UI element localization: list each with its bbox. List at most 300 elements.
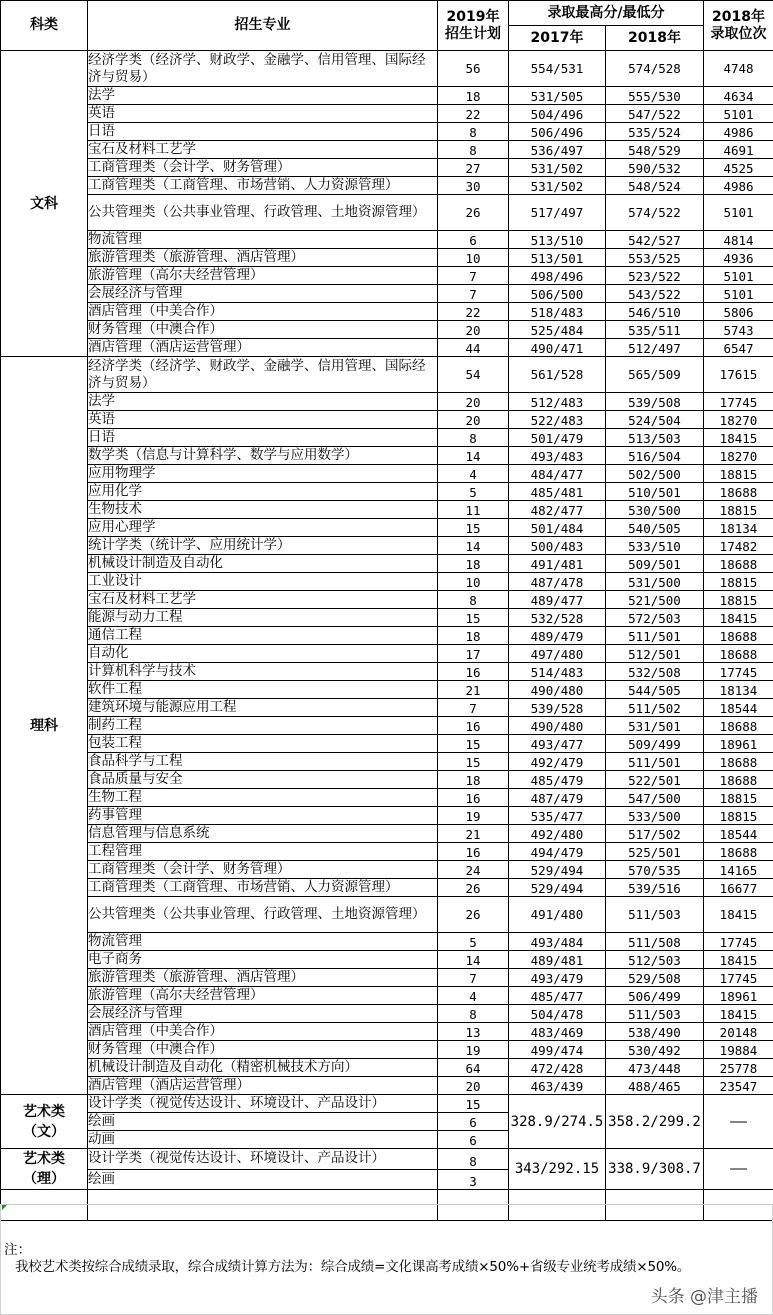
plan-cell: 15 xyxy=(438,753,509,771)
score-2018-cell: 538/490 xyxy=(606,1023,704,1041)
table-row xyxy=(1,1023,773,1041)
header-rank-line1: 2018年 xyxy=(712,8,765,25)
rank-cell: 18815 xyxy=(704,501,773,519)
table-row xyxy=(1,591,773,609)
score-2018-cell: 590/532 xyxy=(606,159,704,177)
table-row xyxy=(1,447,773,465)
score-2018-cell: 517/502 xyxy=(606,825,704,843)
table-row xyxy=(1,393,773,411)
table-row xyxy=(1,339,773,357)
major-cell: 食品科学与工程 xyxy=(88,753,438,771)
rank-cell: 18815 xyxy=(704,789,773,807)
major-cell: 英语 xyxy=(88,411,438,429)
table-row xyxy=(1,1041,773,1059)
table-row xyxy=(1,933,773,951)
score-2017-cell: 539/528 xyxy=(509,699,606,717)
plan-cell: 20 xyxy=(438,393,509,411)
score-2018-cell: 511/503 xyxy=(606,897,704,933)
table-row xyxy=(1,987,773,1005)
rank-cell: 4525 xyxy=(704,159,773,177)
score-2017-cell: 525/484 xyxy=(509,321,606,339)
rank-cell: 5743 xyxy=(704,321,773,339)
header-rank xyxy=(704,1,773,51)
table-row xyxy=(1,573,773,591)
score-2017-cell: 513/501 xyxy=(509,249,606,267)
rank-cell: 16677 xyxy=(704,879,773,897)
score-2018-cell: 574/522 xyxy=(606,195,704,231)
plan-cell: 8 xyxy=(438,1149,509,1170)
rank-cell: 18270 xyxy=(704,447,773,465)
table-row xyxy=(1,141,773,159)
major-cell: 公共管理类（公共事业管理、行政管理、土地资源管理） xyxy=(88,897,438,933)
table-row xyxy=(1,411,773,429)
rank-cell: 18415 xyxy=(704,609,773,627)
table-row xyxy=(1,789,773,807)
header-category xyxy=(1,1,88,51)
rank-cell: 23547 xyxy=(704,1077,773,1095)
table-row xyxy=(1,627,773,645)
plan-cell: 54 xyxy=(438,357,509,393)
plan-cell: 8 xyxy=(438,429,509,447)
rank-cell: 17745 xyxy=(704,663,773,681)
major-cell: 药事管理 xyxy=(88,807,438,825)
note-text: 我校艺术类按综合成绩录取，综合成绩计算方法为：综合成绩=文化课高考成绩×50%+省级专业统考成绩×50%。 xyxy=(15,1259,691,1275)
rank-cell: 4814 xyxy=(704,231,773,249)
plan-cell: 8 xyxy=(438,123,509,141)
score-2017-cell: 489/481 xyxy=(509,951,606,969)
plan-cell: 19 xyxy=(438,807,509,825)
table-row xyxy=(1,87,773,105)
table-row xyxy=(1,771,773,789)
table-row xyxy=(1,537,773,555)
plan-cell: 6 xyxy=(438,231,509,249)
rank-cell: 18134 xyxy=(704,681,773,699)
score-2018-cell: 524/504 xyxy=(606,411,704,429)
major-cell: 日语 xyxy=(88,429,438,447)
plan-cell: 14 xyxy=(438,447,509,465)
plan-cell: 21 xyxy=(438,825,509,843)
score-2017-cell: 493/479 xyxy=(509,969,606,987)
rank-cell: 20148 xyxy=(704,1023,773,1041)
header-plan-line2: 招生计划 xyxy=(445,25,501,42)
rank-cell: 18415 xyxy=(704,951,773,969)
plan-cell: 5 xyxy=(438,483,509,501)
major-cell: 财务管理（中澳合作） xyxy=(88,321,438,339)
major-cell: 旅游管理类（旅游管理、酒店管理） xyxy=(88,969,438,987)
major-cell: 建筑环境与能源应用工程 xyxy=(88,699,438,717)
score-2017-cell: 501/479 xyxy=(509,429,606,447)
major-cell: 通信工程 xyxy=(88,627,438,645)
major-cell: 工程管理 xyxy=(88,843,438,861)
score-2017-cell: 491/481 xyxy=(509,555,606,573)
plan-cell: 20 xyxy=(438,1077,509,1095)
score-2018-cell: 509/501 xyxy=(606,555,704,573)
score-2018-cell: 544/505 xyxy=(606,681,704,699)
score-2017-cell: 483/469 xyxy=(509,1023,606,1041)
score-2017-cell: 485/481 xyxy=(509,483,606,501)
score-2017-cell: 485/477 xyxy=(509,987,606,1005)
score-2018-cell: 548/524 xyxy=(606,177,704,195)
score-2017-cell: 561/528 xyxy=(509,357,606,393)
table-row xyxy=(1,735,773,753)
rank-cell: 5101 xyxy=(704,267,773,285)
table-row xyxy=(1,357,773,393)
rank-cell: 18544 xyxy=(704,825,773,843)
table-row xyxy=(1,51,773,87)
score-2017-cell: 529/494 xyxy=(509,861,606,879)
score-2017-cell: 504/478 xyxy=(509,1005,606,1023)
table-row xyxy=(1,825,773,843)
header-2017 xyxy=(509,26,606,51)
table-body xyxy=(1,51,773,1095)
major-cell: 经济学类（经济学、财政学、金融学、信用管理、国际经济与贸易） xyxy=(88,357,438,393)
score-2017-cell: 517/497 xyxy=(509,195,606,231)
table-row xyxy=(1,267,773,285)
rank-cell: 17745 xyxy=(704,969,773,987)
category-cell: 文科 xyxy=(1,51,88,357)
major-cell: 软件工程 xyxy=(88,681,438,699)
plan-cell: 7 xyxy=(438,969,509,987)
major-cell: 日语 xyxy=(88,123,438,141)
score-2018-cell: 535/524 xyxy=(606,123,704,141)
rank-cell: 5101 xyxy=(704,105,773,123)
score-2018-cell: 555/530 xyxy=(606,87,704,105)
rank-cell: —— xyxy=(704,1149,773,1190)
plan-cell: 18 xyxy=(438,771,509,789)
score-2018-cell: 511/501 xyxy=(606,753,704,771)
table-row xyxy=(1,465,773,483)
plan-cell: 14 xyxy=(438,537,509,555)
plan-cell: 20 xyxy=(438,321,509,339)
header-score-group xyxy=(509,1,704,26)
score-2018-cell: 488/465 xyxy=(606,1077,704,1095)
plan-cell: 10 xyxy=(438,249,509,267)
score-2018-cell: 542/527 xyxy=(606,231,704,249)
score-2018-cell: 522/501 xyxy=(606,771,704,789)
major-cell: 宝石及材料工艺学 xyxy=(88,591,438,609)
plan-cell: 15 xyxy=(438,735,509,753)
rank-cell: 18688 xyxy=(704,843,773,861)
score-2017-cell: 532/528 xyxy=(509,609,606,627)
plan-cell: 21 xyxy=(438,681,509,699)
score-2017-cell: 554/531 xyxy=(509,51,606,87)
score-2017-cell: 490/480 xyxy=(509,717,606,735)
plan-cell: 18 xyxy=(438,627,509,645)
major-cell: 法学 xyxy=(88,393,438,411)
rank-cell: 5101 xyxy=(704,195,773,231)
score-2017-cell: 485/479 xyxy=(509,771,606,789)
table-row xyxy=(1,105,773,123)
score-2017-cell: 491/480 xyxy=(509,897,606,933)
header-2018 xyxy=(606,26,704,51)
score-2018-cell: 533/500 xyxy=(606,807,704,825)
score-2017-cell: 489/477 xyxy=(509,591,606,609)
table-body-art xyxy=(1,1095,773,1190)
major-cell: 宝石及材料工艺学 xyxy=(88,141,438,159)
table-row xyxy=(1,609,773,627)
table-row xyxy=(1,231,773,249)
major-cell: 会展经济与管理 xyxy=(88,1005,438,1023)
rank-cell: 18688 xyxy=(704,771,773,789)
table-row xyxy=(1,321,773,339)
category-line2: （文） xyxy=(23,1123,65,1140)
table-row xyxy=(1,753,773,771)
major-cell: 工业设计 xyxy=(88,573,438,591)
plan-cell: 17 xyxy=(438,645,509,663)
score-2018-cell: 516/504 xyxy=(606,447,704,465)
major-cell: 物流管理 xyxy=(88,231,438,249)
table-row xyxy=(1,807,773,825)
rank-cell: 25778 xyxy=(704,1059,773,1077)
score-2017-cell: 506/496 xyxy=(509,123,606,141)
table-row xyxy=(1,555,773,573)
table-row xyxy=(1,429,773,447)
score-2018-cell: 473/448 xyxy=(606,1059,704,1077)
table-row xyxy=(1,861,773,879)
score-2017-cell: 513/510 xyxy=(509,231,606,249)
major-cell: 制药工程 xyxy=(88,717,438,735)
major-cell: 统计学类（统计学、应用统计学） xyxy=(88,537,438,555)
score-2017-cell: 504/496 xyxy=(509,105,606,123)
score-2017-cell: 493/483 xyxy=(509,447,606,465)
score-2018-cell: 535/511 xyxy=(606,321,704,339)
major-cell: 能源与动力工程 xyxy=(88,609,438,627)
table-row xyxy=(1,159,773,177)
major-cell: 酒店管理（中美合作） xyxy=(88,1023,438,1041)
score-2017-cell: 490/480 xyxy=(509,681,606,699)
rank-cell: 18688 xyxy=(704,717,773,735)
score-2018-cell: 502/500 xyxy=(606,465,704,483)
major-cell: 数学类（信息与计算科学、数学与应用数学） xyxy=(88,447,438,465)
score-2018-cell: 530/500 xyxy=(606,501,704,519)
rank-cell: 17745 xyxy=(704,933,773,951)
table-row xyxy=(1,843,773,861)
plan-cell: 15 xyxy=(438,609,509,627)
rank-cell: 5101 xyxy=(704,285,773,303)
major-cell: 设计学类（视觉传达设计、环境设计、产品设计） xyxy=(88,1149,438,1170)
score-2017-cell: 529/494 xyxy=(509,879,606,897)
rank-cell: 4748 xyxy=(704,51,773,87)
header-score-group-label: 录取最高分/最低分 xyxy=(547,4,665,21)
table-row xyxy=(1,123,773,141)
major-cell: 自动化 xyxy=(88,645,438,663)
header-2018-label: 2018年 xyxy=(628,29,681,46)
rank-cell: 18688 xyxy=(704,483,773,501)
score-2018-cell: 539/516 xyxy=(606,879,704,897)
major-cell: 财务管理（中澳合作） xyxy=(88,1041,438,1059)
major-cell: 公共管理类（公共事业管理、行政管理、土地资源管理） xyxy=(88,195,438,231)
rank-cell: 18415 xyxy=(704,897,773,933)
major-cell: 机械设计制造及自动化 xyxy=(88,555,438,573)
score-2017-cell: 343/292.15 xyxy=(509,1149,606,1190)
plan-cell: 20 xyxy=(438,411,509,429)
plan-cell: 26 xyxy=(438,195,509,231)
header-2017-label: 2017年 xyxy=(530,29,584,46)
score-2017-cell: 494/479 xyxy=(509,843,606,861)
plan-cell: 7 xyxy=(438,267,509,285)
header-rank-line2: 录取位次 xyxy=(710,25,767,42)
plan-cell: 64 xyxy=(438,1059,509,1077)
category-line1: 艺术类 xyxy=(23,1151,65,1167)
plan-cell: 19 xyxy=(438,1041,509,1059)
score-2018-cell: 565/509 xyxy=(606,357,704,393)
table-row xyxy=(1,897,773,933)
table-row xyxy=(1,663,773,681)
plan-cell: 26 xyxy=(438,879,509,897)
header-major-label: 招生专业 xyxy=(234,17,291,33)
score-2018-cell: 572/503 xyxy=(606,609,704,627)
score-2017-cell: 535/477 xyxy=(509,807,606,825)
table-row xyxy=(1,879,773,897)
table-row xyxy=(1,969,773,987)
score-2018-cell: 547/500 xyxy=(606,789,704,807)
score-2018-cell: 531/500 xyxy=(606,573,704,591)
major-cell: 工商管理类（会计学、财务管理） xyxy=(88,159,438,177)
score-2018-cell: 530/492 xyxy=(606,1041,704,1059)
rank-cell: 4634 xyxy=(704,87,773,105)
score-2018-cell: 553/525 xyxy=(606,249,704,267)
score-2018-cell: 513/503 xyxy=(606,429,704,447)
plan-cell: 6 xyxy=(438,1113,509,1131)
major-cell: 动画 xyxy=(88,1131,438,1149)
rank-cell: 18815 xyxy=(704,807,773,825)
major-cell: 工商管理类（工商管理、市场营销、人力资源管理） xyxy=(88,177,438,195)
plan-cell: 6 xyxy=(438,1131,509,1149)
rank-cell: 4986 xyxy=(704,123,773,141)
score-2018-cell: 512/497 xyxy=(606,339,704,357)
score-2018-cell: 509/499 xyxy=(606,735,704,753)
category-cell xyxy=(1,1149,88,1190)
score-2017-cell: 518/483 xyxy=(509,303,606,321)
score-2018-cell: 510/501 xyxy=(606,483,704,501)
score-2018-cell: 511/508 xyxy=(606,933,704,951)
plan-cell: 16 xyxy=(438,717,509,735)
rank-cell: 18544 xyxy=(704,699,773,717)
major-cell: 旅游管理（高尔夫经营管理） xyxy=(88,267,438,285)
note-label: 注： xyxy=(4,1242,31,1258)
plan-cell: 10 xyxy=(438,573,509,591)
score-2018-cell: 338.9/308.7 xyxy=(606,1149,704,1190)
table-row xyxy=(1,483,773,501)
score-2018-cell: 539/508 xyxy=(606,393,704,411)
score-2017-cell: 514/483 xyxy=(509,663,606,681)
plan-cell: 15 xyxy=(438,519,509,537)
header-category-label: 科类 xyxy=(30,17,58,33)
score-2018-cell: 506/499 xyxy=(606,987,704,1005)
rank-cell: 18961 xyxy=(704,987,773,1005)
table-row xyxy=(1,699,773,717)
plan-cell: 27 xyxy=(438,159,509,177)
plan-cell: 3 xyxy=(438,1169,509,1190)
plan-cell: 4 xyxy=(438,465,509,483)
rank-cell: 18815 xyxy=(704,465,773,483)
table-row xyxy=(1,1095,773,1113)
major-cell: 应用心理学 xyxy=(88,519,438,537)
rank-cell: 18815 xyxy=(704,591,773,609)
plan-cell: 56 xyxy=(438,51,509,87)
rank-cell: 18415 xyxy=(704,1005,773,1023)
table-row xyxy=(1,519,773,537)
score-2017-cell: 531/502 xyxy=(509,177,606,195)
plan-cell: 11 xyxy=(438,501,509,519)
table-row xyxy=(1,1149,773,1170)
table-row xyxy=(1,501,773,519)
score-2017-cell: 531/505 xyxy=(509,87,606,105)
score-2017-cell: 489/479 xyxy=(509,627,606,645)
score-2017-cell: 492/480 xyxy=(509,825,606,843)
score-2017-cell: 536/497 xyxy=(509,141,606,159)
major-cell: 绘画 xyxy=(88,1113,438,1131)
rank-cell: 18270 xyxy=(704,411,773,429)
rank-cell: 18688 xyxy=(704,645,773,663)
score-2017-cell: 472/428 xyxy=(509,1059,606,1077)
major-cell: 机械设计制造及自动化（精密机械技术方向） xyxy=(88,1059,438,1077)
score-2018-cell: 532/508 xyxy=(606,663,704,681)
plan-cell: 4 xyxy=(438,987,509,1005)
score-2017-cell: 484/477 xyxy=(509,465,606,483)
major-cell: 食品质量与安全 xyxy=(88,771,438,789)
plan-cell: 16 xyxy=(438,663,509,681)
plan-cell: 30 xyxy=(438,177,509,195)
major-cell: 酒店管理（酒店运营管理） xyxy=(88,339,438,357)
rank-cell: 18415 xyxy=(704,429,773,447)
score-2018-cell: 540/505 xyxy=(606,519,704,537)
score-2018-cell: 521/500 xyxy=(606,591,704,609)
header-major xyxy=(88,1,438,51)
major-cell: 物流管理 xyxy=(88,933,438,951)
table-row xyxy=(1,285,773,303)
score-2017-cell: 463/439 xyxy=(509,1077,606,1095)
table-row xyxy=(1,1005,773,1023)
note-box xyxy=(0,1204,773,1315)
major-cell: 应用化学 xyxy=(88,483,438,501)
score-2017-cell: 501/484 xyxy=(509,519,606,537)
score-2018-cell: 547/522 xyxy=(606,105,704,123)
score-2018-cell: 529/508 xyxy=(606,969,704,987)
score-2017-cell: 493/484 xyxy=(509,933,606,951)
score-2018-cell: 358.2/299.2 xyxy=(606,1095,704,1149)
table-row xyxy=(1,303,773,321)
rank-cell: 4986 xyxy=(704,177,773,195)
score-2017-cell: 498/496 xyxy=(509,267,606,285)
category-cell xyxy=(1,1095,88,1149)
major-cell: 包装工程 xyxy=(88,735,438,753)
major-cell: 生物工程 xyxy=(88,789,438,807)
score-2017-cell: 506/500 xyxy=(509,285,606,303)
table-row xyxy=(1,1077,773,1095)
table-row xyxy=(1,1059,773,1077)
category-cell: 理科 xyxy=(1,357,88,1095)
major-cell: 生物技术 xyxy=(88,501,438,519)
plan-cell: 24 xyxy=(438,861,509,879)
score-2017-cell: 487/478 xyxy=(509,573,606,591)
score-2018-cell: 543/522 xyxy=(606,285,704,303)
table-row xyxy=(1,645,773,663)
watermark: 头条 @津主播 xyxy=(650,1287,758,1307)
rank-cell: 14165 xyxy=(704,861,773,879)
plan-cell: 8 xyxy=(438,1005,509,1023)
score-2017-cell: 531/502 xyxy=(509,159,606,177)
major-cell: 计算机科学与技术 xyxy=(88,663,438,681)
score-2018-cell: 511/503 xyxy=(606,1005,704,1023)
score-2017-cell: 487/479 xyxy=(509,789,606,807)
plan-cell: 44 xyxy=(438,339,509,357)
rank-cell: 5806 xyxy=(704,303,773,321)
plan-cell: 8 xyxy=(438,591,509,609)
major-cell: 旅游管理类（旅游管理、酒店管理） xyxy=(88,249,438,267)
rank-cell: 18134 xyxy=(704,519,773,537)
plan-cell: 22 xyxy=(438,105,509,123)
